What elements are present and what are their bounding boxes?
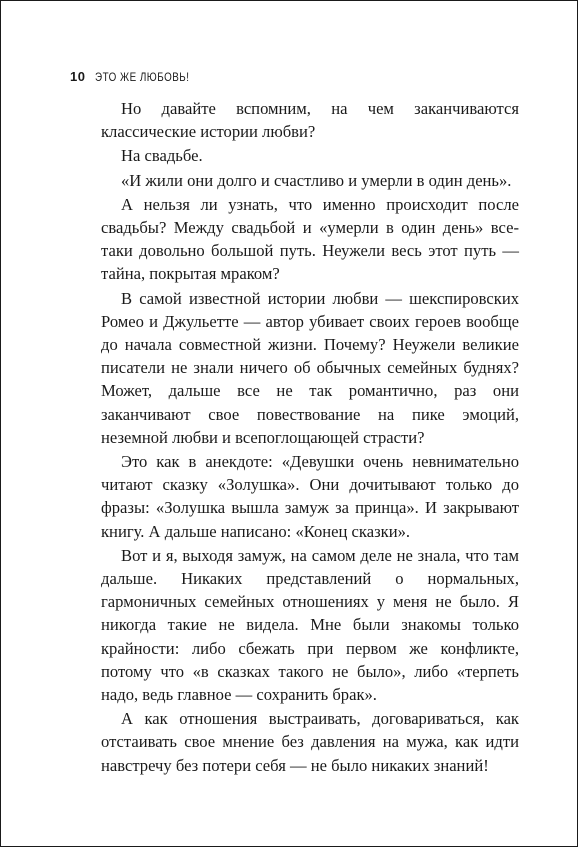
paragraph-8: А как отношения выстраивать, договариваться, как отстаивать свое мнение без давления на мужа, как идти навстречу без потери себя — не было никаких знаний! xyxy=(101,709,519,775)
paragraph-1: Но давайте вспомним, на чем заканчиваются классические истории любви? xyxy=(101,99,519,142)
page-number: 10 xyxy=(70,69,86,84)
paragraph-3: «И жили они долго и счастливо и умерли в один день». xyxy=(121,170,512,190)
paragraph-5: В самой известной истории любви — шекспировских Ромео и Джульетте — автор убивает своих героев вообще до начала совместной жизни. Почему? Неужели великие писатели не знали ничего об обычных семейных буднях? Может, дальше все не так романтично, раз они заканчивают свое повествование на пике эмоций, неземной любви и всепоглощающей страсти? xyxy=(101,288,519,447)
paragraph-6: Это как в анекдоте: «Девушки очень невнимательно читают сказку «Золушка». Они дочитывают только до фразы: «Золушка вышла замуж за принца». И закрывают книгу. А дальше написано: «Конец сказки». xyxy=(101,452,519,541)
body-text xyxy=(101,97,519,778)
paragraph-7: Вот и я, выходя замуж, на самом деле не знала, что там дальше. Никаких представлений о нормальных, гармоничных семейных отношениях у меня не было. Я никогда такие не видела. Мне были знакомы только крайности: либо сбежать при первом же конфликте, потому что «в сказках такого не было», либо «терпеть надо, ведь главное — сохранить брак». xyxy=(101,545,519,705)
running-head xyxy=(70,69,211,84)
paragraph-4: А нельзя ли узнать, что именно происходит после свадьбы? Между свадьбой и «умерли в один день» все-таки довольно большой путь. Неужели весь этот путь — тайна, покрытая мраком? xyxy=(101,194,519,284)
paragraph-2: На свадьбе. xyxy=(121,146,203,166)
section-title: ЭТО ЖЕ ЛЮБОВЬ! xyxy=(95,70,190,84)
